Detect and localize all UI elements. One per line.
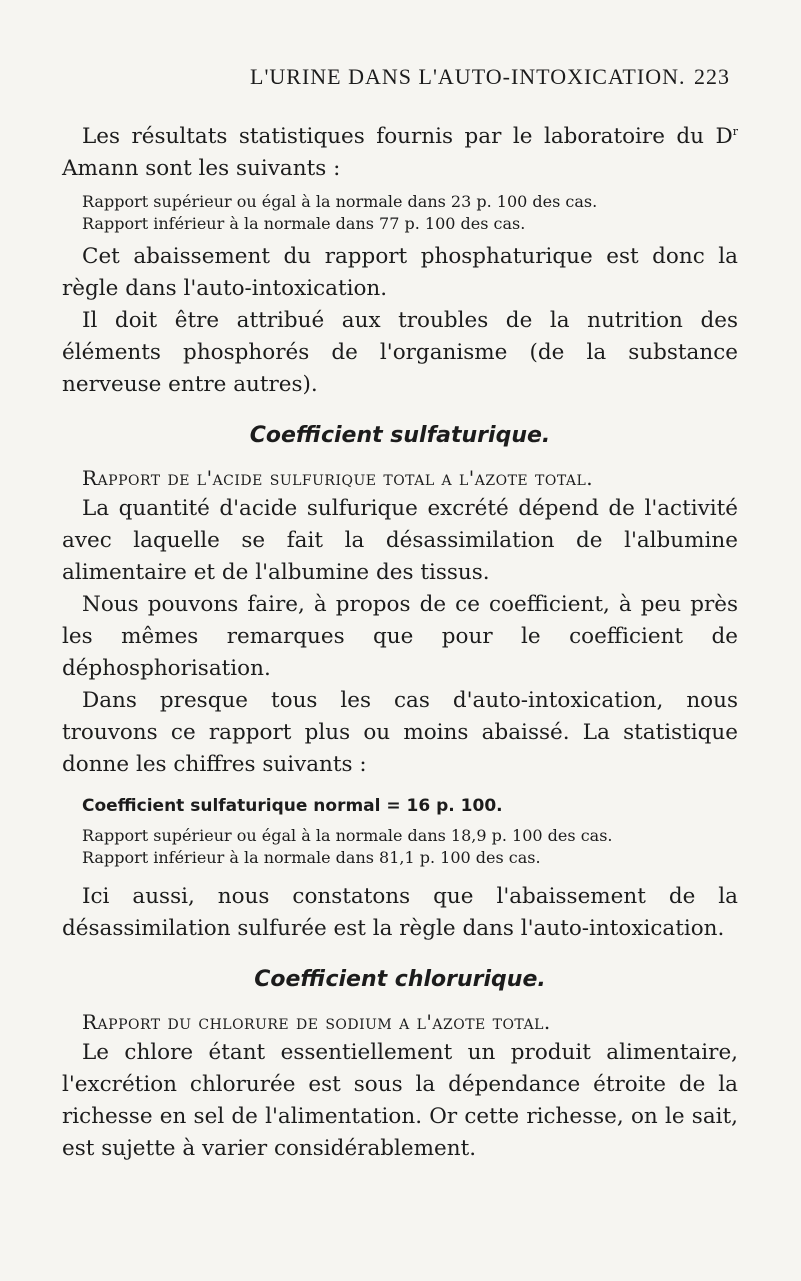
running-title: L'URINE DANS L'AUTO-INTOXICATION.	[250, 64, 686, 89]
paragraph: Dans presque tous les cas d'auto-intoxication, nous trouvons ce rapport plus ou moins abaissé. La statistique donne les chiffres suivants :	[62, 688, 738, 778]
statistic-line: Rapport supérieur ou égal à la normale dans 23 p. 100 des cas.	[82, 192, 598, 212]
paragraph: Ici aussi, nous constatons que l'abaissement de la désassimilation sulfurée est la règle dans l'auto-intoxication.	[62, 884, 738, 942]
paragraph: Il doit être attribué aux troubles de la nutrition des éléments phosphorés de l'organisme (de la substance nerveuse entre autres).	[62, 308, 738, 398]
normal-coefficient-line: Coefficient sulfaturique normal = 16 p. 100.	[82, 796, 503, 817]
intro-text-end: Amann sont les suivants :	[62, 156, 341, 182]
paragraph-intro	[62, 116, 738, 185]
statistic-line: Rapport supérieur ou égal à la normale dans 18,9 p. 100 des cas.	[82, 826, 613, 846]
section-subheading: Rapport de l'acide sulfurique total a l'azote total.	[82, 466, 594, 491]
statistic-line: Rapport inférieur à la normale dans 81,1 p. 100 des cas.	[82, 848, 541, 868]
paragraph: Nous pouvons faire, à propos de ce coefficient, à peu près les mêmes remarques que pour le coefficient de déphosphorisation.	[62, 592, 738, 682]
intro-text-start: Les résultats statistiques fournis par le laboratoire du D	[82, 124, 733, 150]
section-heading-sulfaturique: Coefficient sulfaturique.	[249, 423, 551, 449]
statistic-line: Rapport inférieur à la normale dans 77 p. 100 des cas.	[82, 214, 526, 234]
section-heading-chlorurique: Coefficient chlorurique.	[254, 967, 546, 993]
running-header	[250, 64, 730, 94]
paragraph: Le chlore étant essentiellement un produit alimentaire, l'excrétion chlorurée est sous la dépendance étroite de la richesse en sel de l'alimentation. Or cette richesse, on le sait, est sujette à varier considérablement.	[62, 1040, 738, 1162]
paragraph: La quantité d'acide sulfurique excrété dépend de l'activité avec laquelle se fait la désassimilation de l'albumine alimentaire et de l'albumine des tissus.	[62, 496, 738, 586]
doctor-abbrev-sup: r	[732, 125, 738, 138]
page-body	[62, 116, 738, 1165]
page-number: 223	[694, 64, 730, 89]
section-subheading: Rapport du chlorure de sodium a l'azote total.	[82, 1010, 551, 1035]
paragraph: Cet abaissement du rapport phosphaturique est donc la règle dans l'auto-intoxication.	[62, 244, 738, 302]
